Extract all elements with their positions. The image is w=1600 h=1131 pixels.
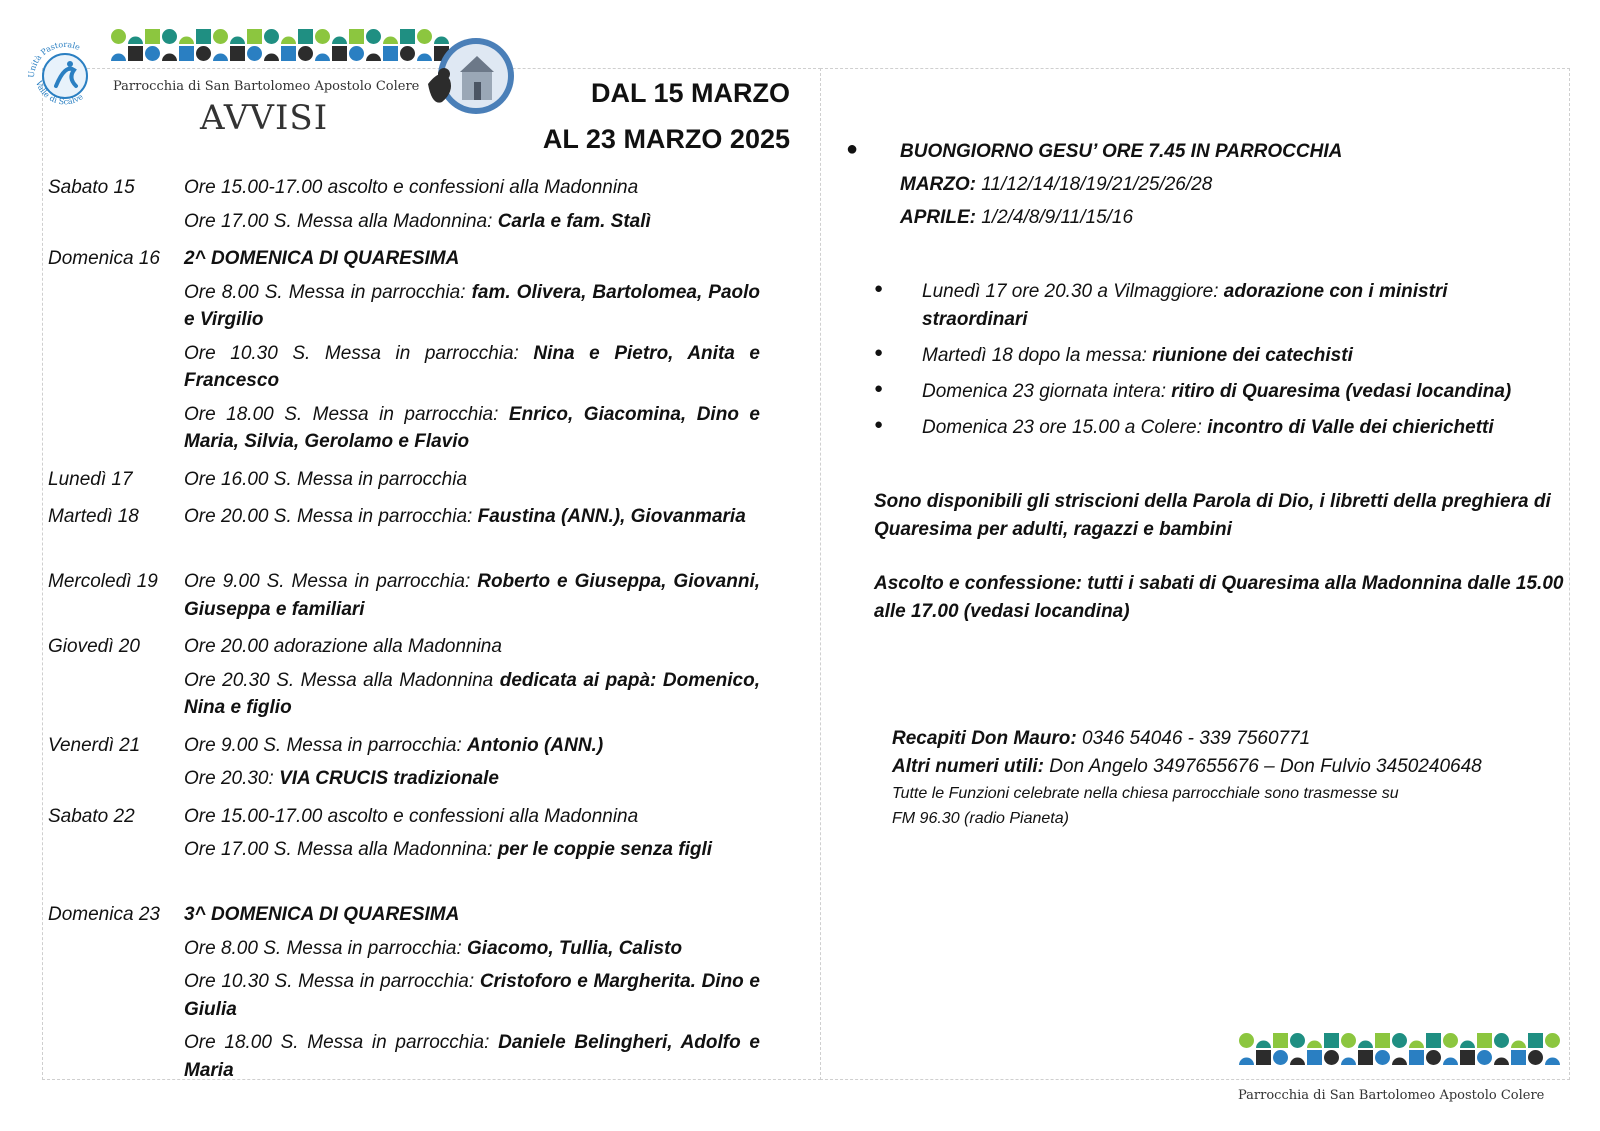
bullet-icon: ●: [874, 380, 884, 397]
pattern-tile: [1545, 1033, 1560, 1048]
schedule-text: Ore 8.00 S. Messa in parrocchia: fam. Olivera, Bartolomea, Paolo e Virgilio: [184, 281, 761, 330]
pattern-tile: [349, 46, 364, 61]
april-label: APRILE:: [900, 207, 976, 228]
schedule-text: Ore 15.00-17.00 ascolto e confessioni alla Madonnina: [184, 805, 639, 827]
pattern-tile: [1273, 1033, 1288, 1048]
pattern-tile: [1511, 1041, 1526, 1049]
schedule-text: Ore 9.00 S. Messa in parrocchia: Roberto e Giuseppa, Giovanni, Giuseppa e familiari: [184, 571, 760, 620]
pattern-tile: [400, 46, 415, 61]
pattern-tile: [1494, 1058, 1509, 1066]
pattern-tile: [1409, 1041, 1424, 1049]
pattern-tile: [196, 29, 211, 44]
pattern-tile: [1545, 1058, 1560, 1066]
pattern-tile: [1443, 1033, 1458, 1048]
pattern-tile: [264, 29, 279, 44]
pattern-tile: [298, 29, 313, 44]
pattern-tile: [1239, 1058, 1254, 1066]
schedule-text: 3^ DOMENICA DI QUARESIMA: [184, 904, 460, 925]
schedule-text: Ore 10.30 S. Messa in parrocchia: Cristoforo e Margherita. Dino e Giulia: [184, 971, 760, 1020]
pattern-tile: [1511, 1050, 1526, 1065]
pattern-tile: [1358, 1041, 1373, 1049]
pattern-tile: [1307, 1041, 1322, 1049]
pattern-tile: [128, 37, 143, 45]
schedule-day: Mercoledì 19: [48, 571, 158, 592]
pattern-tile: [1290, 1058, 1305, 1065]
pattern-tile: [128, 46, 143, 61]
bullet-icon: ●: [874, 344, 884, 361]
footer-parish-name: Parrocchia di San Bartolomeo Apostolo Colere: [1238, 1088, 1545, 1103]
pattern-tile: [145, 29, 160, 44]
pattern-tile: [1341, 1058, 1356, 1066]
page-title: AVVISI: [200, 98, 329, 138]
buongiorno-title: BUONGIORNO GESU’ ORE 7.45 IN PARROCCHIA: [900, 141, 1343, 162]
pattern-tile: [111, 29, 126, 44]
pattern-tile: [196, 46, 211, 61]
schedule-text: Ore 17.00 S. Messa alla Madonnina: per le coppie senza figli: [184, 839, 713, 860]
broadcast-line-2: FM 96.30 (radio Pianeta): [892, 810, 1069, 827]
pattern-tile: [281, 46, 296, 61]
schedule-day: Domenica 16: [48, 248, 160, 269]
schedule-text: Ore 20.30 S. Messa alla Madonnina dedicata ai papà: Domenico, Nina e figlio: [184, 669, 760, 718]
pattern-tile: [213, 54, 228, 62]
contact-don-mauro: Recapiti Don Mauro: 0346 54046 - 339 7560771: [892, 728, 1311, 749]
pattern-tile: [162, 54, 177, 61]
pattern-tile: [1341, 1033, 1356, 1048]
pattern-tile: [1256, 1041, 1271, 1049]
schedule-day: Sabato 15: [48, 177, 135, 198]
date-range-from: DAL 15 MARZO: [590, 78, 790, 108]
pattern-tile: [1477, 1033, 1492, 1048]
buongiorno-march: [900, 171, 1212, 199]
pattern-tile: [1409, 1050, 1424, 1065]
schedule-text: Ore 20.00 S. Messa in parrocchia: Faustina (ANN.), Giovanmaria: [184, 506, 746, 527]
bullet-icon: ●: [874, 280, 884, 297]
pattern-tile: [1392, 1058, 1407, 1066]
schedule-text: Ore 17.00 S. Messa alla Madonnina: Carla e fam. Stalì: [184, 210, 651, 232]
pattern-tile: [383, 46, 398, 61]
pattern-tile: [383, 37, 398, 45]
pattern-tile: [1392, 1033, 1407, 1048]
pattern-tile: [1324, 1050, 1339, 1065]
pattern-tile: [247, 29, 262, 44]
pattern-tile: [332, 46, 347, 61]
pattern-tile: [315, 54, 330, 62]
schedule-day: Martedì 18: [48, 506, 139, 527]
buongiorno-april: [900, 204, 1133, 232]
logo-text-top: Unità Pastorale: [26, 39, 82, 79]
pattern-tile: [366, 54, 381, 62]
pattern-tile: [264, 54, 279, 62]
pattern-tile: [1460, 1050, 1475, 1065]
pattern-tile: [1375, 1033, 1390, 1048]
announcement-item: Domenica 23 giornata intera: ritiro di Quaresima (vedasi locandina): [922, 381, 1512, 402]
schedule-day: Venerdì 21: [48, 734, 141, 756]
church-emblem-icon: [424, 36, 514, 120]
april-dates: 1/2/4/8/9/11/15/16: [981, 207, 1134, 228]
schedule-text: Ore 8.00 S. Messa in parrocchia: Giacomo, Tullia, Calisto: [184, 937, 683, 959]
pattern-tile: [400, 29, 415, 44]
pattern-tile: [315, 29, 330, 44]
pattern-tile: [247, 46, 262, 61]
announcement-item: Domenica 23 ore 15.00 a Colere: incontro di Valle dei chierichetti: [922, 417, 1494, 438]
pattern-tile: [1477, 1050, 1492, 1065]
pattern-tile: [111, 54, 126, 62]
schedule-day: Domenica 23: [48, 904, 160, 925]
pattern-tile: [1426, 1033, 1441, 1048]
pattern-tile: [230, 37, 245, 45]
schedule-text: Ore 18.00 S. Messa in parrocchia: Daniele Belingheri, Adolfo e Maria: [184, 1032, 760, 1081]
pattern-tile: [349, 29, 364, 44]
pattern-tile: [281, 37, 296, 45]
pattern-tile: [1358, 1050, 1373, 1065]
date-range-to: AL 23 MARZO 2025: [542, 124, 790, 154]
decorative-pattern-banner-footer: [1238, 1032, 1574, 1080]
contacts-block: [892, 725, 1552, 831]
pattern-tile: [230, 46, 245, 61]
pattern-tile: [332, 37, 347, 45]
schedule-text: Ore 18.00 S. Messa in parrocchia: Enrico, Giacomina, Dino e Maria, Silvia, Gerolamo e Flavio: [184, 403, 760, 452]
pattern-tile: [1426, 1050, 1441, 1065]
march-dates: 11/12/14/18/19/21/25/26/28: [981, 174, 1213, 195]
notice-booklets: Sono disponibili gli striscioni della Parola di Dio, i libretti della preghiera di Quaresima per adulti, ragazzi e bambini: [874, 491, 1551, 540]
schedule-text: Ore 15.00-17.00 ascolto e confessioni alla Madonnina: [184, 177, 639, 198]
bullet-icon: ●: [874, 416, 884, 433]
pattern-tile: [1494, 1033, 1509, 1048]
decorative-pattern-banner: [110, 28, 450, 74]
schedule-day: Sabato 22: [48, 805, 135, 827]
pattern-tile: [1375, 1050, 1390, 1065]
schedule-text: Ore 9.00 S. Messa in parrocchia: Antonio (ANN.): [184, 734, 604, 756]
pattern-tile: [145, 46, 160, 61]
march-label: MARZO:: [900, 174, 976, 195]
schedule-text: 2^ DOMENICA DI QUARESIMA: [184, 248, 460, 269]
schedule-text: Ore 16.00 S. Messa in parrocchia: [184, 468, 468, 490]
pattern-tile: [1307, 1050, 1322, 1065]
pattern-tile: [1324, 1033, 1339, 1048]
pattern-tile: [1239, 1033, 1254, 1048]
pattern-tile: [1443, 1058, 1458, 1066]
pattern-tile: [179, 37, 194, 45]
schedule-text: Ore 20.30: VIA CRUCIS tradizionale: [184, 768, 500, 789]
notice-confession: Ascolto e confessione: tutti i sabati di Quaresima alla Madonnina dalle 15.00 alle 17.00 (vedasi locandina): [874, 573, 1564, 622]
pattern-tile: [298, 46, 313, 61]
announcement-item: Lunedì 17 ore 20.30 a Vilmaggiore: adorazione con i ministri straordinari: [922, 281, 1448, 330]
pattern-tile: [1290, 1033, 1305, 1048]
broadcast-line-1: Tutte le Funzioni celebrate nella chiesa parrocchiale sono trasmesse su: [892, 785, 1399, 802]
pastoral-unit-logo: [24, 34, 106, 116]
schedule-text: Ore 10.30 S. Messa in parrocchia: Nina e Pietro, Anita e Francesco: [184, 342, 760, 391]
contact-other-numbers: Altri numeri utili: Don Angelo 3497655676 – Don Fulvio 3450240648: [892, 756, 1482, 777]
parish-name: Parrocchia di San Bartolomeo Apostolo Colere: [113, 79, 420, 94]
pattern-tile: [366, 29, 381, 44]
schedule-day: Giovedì 20: [48, 636, 140, 657]
announcement-item: Martedì 18 dopo la messa: riunione dei catechisti: [922, 345, 1353, 366]
pattern-tile: [179, 46, 194, 61]
schedule-text: Ore 20.00 adorazione alla Madonnina: [184, 636, 502, 657]
pattern-tile: [1528, 1050, 1543, 1065]
pattern-tile: [1460, 1041, 1475, 1049]
bullet-icon: ●: [846, 138, 859, 160]
pattern-tile: [213, 29, 228, 44]
pattern-tile: [162, 29, 177, 44]
schedule-day: Lunedì 17: [48, 468, 133, 490]
logo-text-bottom: Valle di Scalve: [33, 79, 85, 107]
pattern-tile: [1528, 1033, 1543, 1048]
pattern-tile: [1256, 1050, 1271, 1065]
pattern-tile: [1273, 1050, 1288, 1065]
